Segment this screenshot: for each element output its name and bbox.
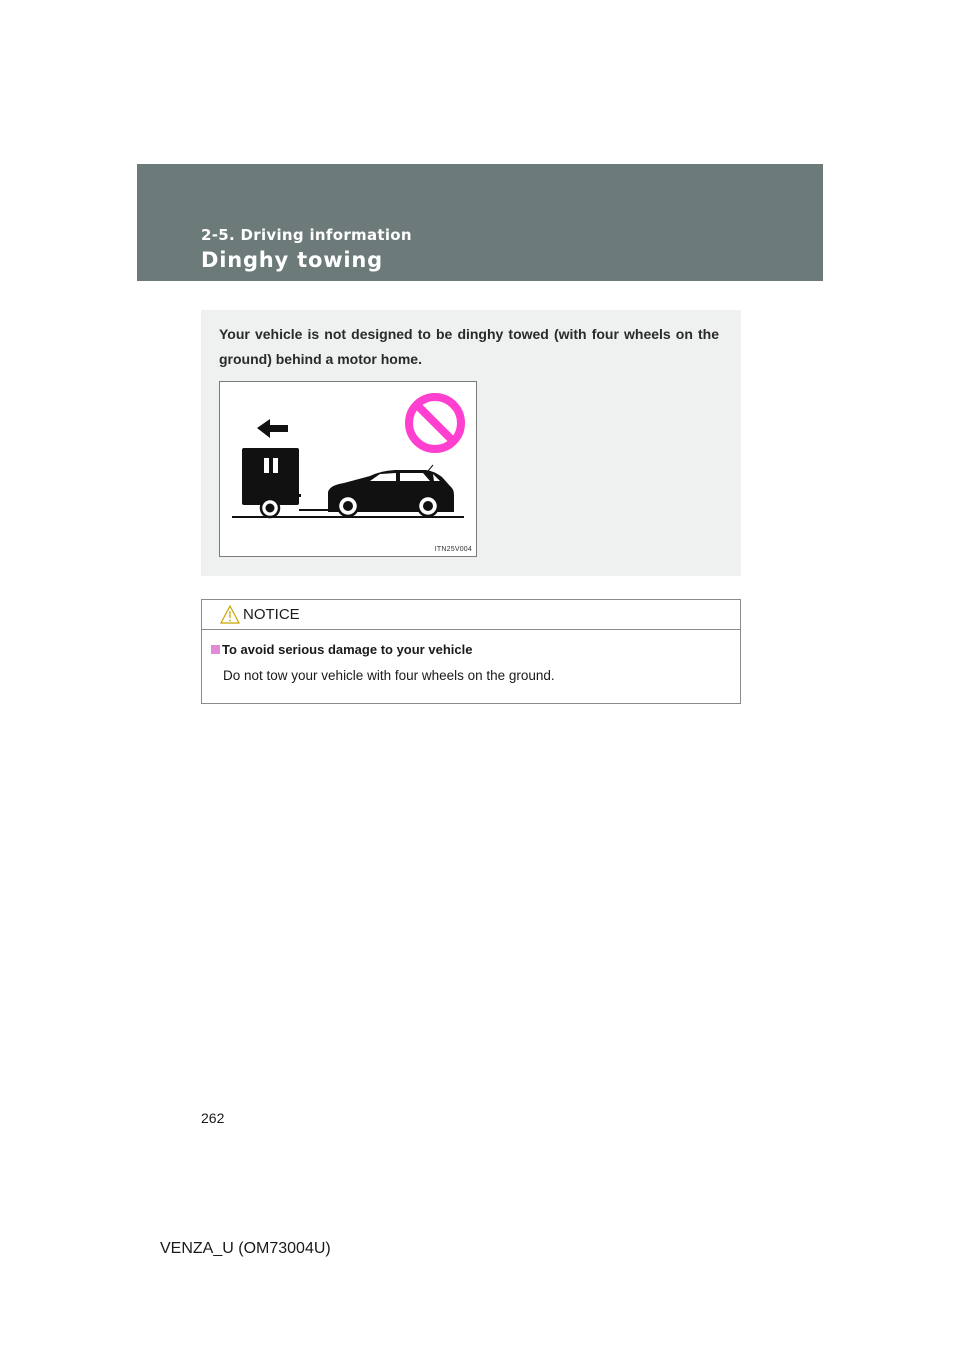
vehicle-icon — [328, 465, 454, 516]
prohibited-icon — [409, 397, 461, 449]
notice-title: NOTICE — [243, 606, 300, 623]
motor-home-icon — [242, 448, 301, 517]
direction-arrow-icon — [257, 419, 288, 438]
section-label: 2-5. Driving information — [201, 226, 412, 244]
manual-code: VENZA_U (OM73004U) — [160, 1240, 331, 1257]
warning-triangle-icon — [220, 605, 240, 629]
intro-box — [201, 310, 741, 576]
figure-code: ITN25V004 — [434, 546, 472, 553]
notice-bullet-icon — [211, 645, 220, 654]
notice-box — [201, 599, 741, 704]
notice-body: Do not tow your vehicle with four wheels on the ground. — [223, 668, 555, 683]
page-title: Dinghy towing — [201, 248, 384, 272]
notice-heading: To avoid serious damage to your vehicle — [222, 642, 473, 657]
intro-text: Your vehicle is not designed to be dinghy towed (with four wheels on the ground) behind a motor home. — [219, 326, 719, 367]
notice-header — [202, 600, 740, 630]
page-number: 262 — [201, 1110, 225, 1126]
dinghy-towing-illustration — [219, 381, 477, 557]
illustration-drawing — [220, 382, 476, 556]
